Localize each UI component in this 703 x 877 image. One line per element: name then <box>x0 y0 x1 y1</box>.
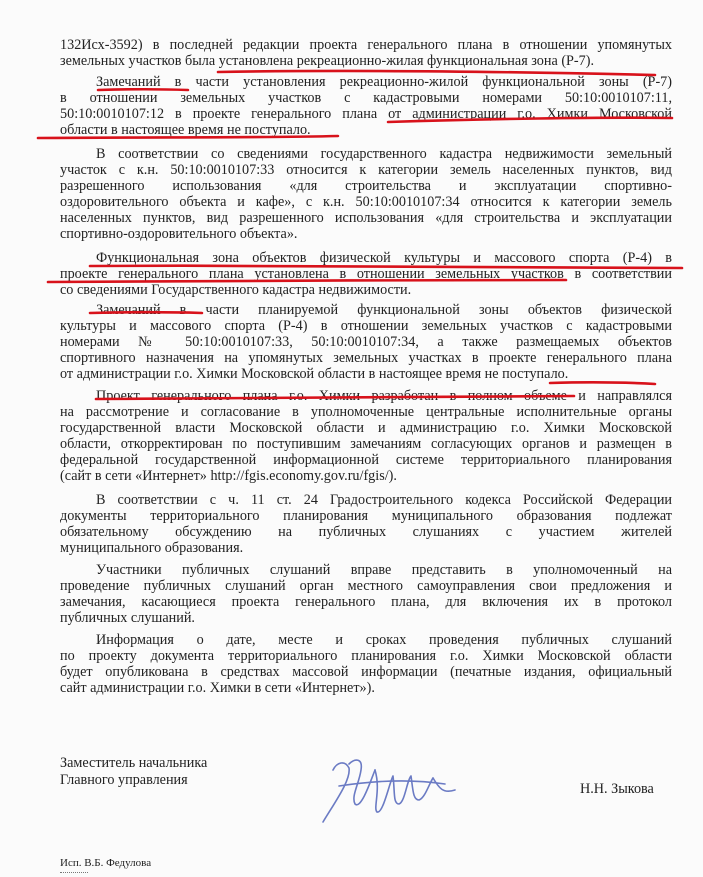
text-line: проведение публичных слушаний орган местного самоуправления свои предложения и <box>60 578 672 594</box>
text-line: культуры и массового спорта (Р-4) в отношении земельных участков с кадастровыми <box>60 318 672 334</box>
text-line: федеральной государственной информационной системе территориального планирования <box>60 452 672 468</box>
paragraph-7 <box>60 492 672 556</box>
text-line: населенных пунктов, вид разрешенного использования «для строительства и эксплуатации <box>60 210 672 226</box>
paragraph-1 <box>60 37 672 69</box>
text-line: В соответствии со сведениями государственного кадастра недвижимости земельный <box>96 146 672 162</box>
text-line: номерами № 50:10:0010107:33, 50:10:0010107:34, а также размещаемых объектов <box>60 334 672 350</box>
signatory-title-line: Заместитель начальника <box>60 755 208 771</box>
text-line: замечания, касающиеся проекта генерального плана, для включения их в протокол <box>60 594 672 610</box>
paragraph-4 <box>60 250 672 298</box>
text-line: государственной власти Московской области и администрацию г.о. Химки Московской <box>60 420 672 436</box>
text-line: Замечаний в части планируемой функциональной зоны объектов физической <box>96 302 672 318</box>
text-line: Замечаний в части установления рекреационно-жилой функциональной зоны (Р-7) <box>96 74 672 90</box>
paragraph-8 <box>60 562 672 626</box>
text-line: по проекту документа территориального планирования г.о. Химки Московской области <box>60 648 672 664</box>
text-line: области в настоящее время не поступало. <box>60 122 311 138</box>
text-line: земельных участков была установлена рекреационно-жилая функциональная зона (Р-7). <box>60 53 595 69</box>
text-line: разрешенного использования «для строительства и эксплуатации спортивно- <box>60 178 672 194</box>
text-line: со сведениями Государственного кадастра недвижимости. <box>60 282 412 298</box>
paragraph-6 <box>60 388 672 484</box>
text-line: Проект генерального плана г.о. Химки разработан в полном объеме и направлялся <box>96 388 672 404</box>
paragraph-3 <box>60 146 672 242</box>
text-line: от администрации г.о. Химки Московской области в настоящее время не поступало. <box>60 366 569 382</box>
text-line: в отношении земельных участков с кадастровыми номерами 50:10:0010107:11, <box>60 90 672 106</box>
paragraph-9 <box>60 632 672 696</box>
text-line: Функциональная зона объектов физической культуры и массового спорта (Р-4) в <box>96 250 672 266</box>
text-line: оздоровительного объекта и кафе», с к.н. 50:10:0010107:34 относится к категории земель <box>60 194 672 210</box>
text-line: спортивного назначения на упомянутых земельных участках в проекте генерального плана <box>60 350 672 366</box>
text-line: 132Исх-3592) в последней редакции проекта генерального плана в отношении упомянутых <box>60 37 672 53</box>
executor-note: Исп. В.Б. Федулова <box>60 857 152 869</box>
cut-off-line <box>60 872 88 875</box>
text-line: (сайт в сети «Интернет» http://fgis.economy.gov.ru/fgis/). <box>60 468 397 484</box>
paragraph-5 <box>60 302 672 382</box>
signatory-title <box>60 755 207 789</box>
text-line: 50:10:0010107:12 в проекте генерального плана от администрации г.о. Химки Московской <box>60 106 672 122</box>
signatory-title-line: Главного управления <box>60 772 188 788</box>
text-line: Информация о дате, месте и сроках проведения публичных слушаний <box>96 632 672 648</box>
text-line: проекте генерального плана установлена в отношении земельных участков в соответствии <box>60 266 672 282</box>
text-line: публичных слушаний. <box>60 610 195 626</box>
text-line: будет опубликована в средствах массовой информации (печатные издания, официальный <box>60 664 672 680</box>
text-line: сайт администрации г.о. Химки в сети «Интернет»). <box>60 680 375 696</box>
text-line: спортивно-оздоровительного объекта». <box>60 226 298 242</box>
text-line: документы территориального планирования муниципального образования подлежат <box>60 508 672 524</box>
text-line: Участники публичных слушаний вправе представить в уполномоченный на <box>96 562 672 578</box>
text-line: муниципального образования. <box>60 540 244 556</box>
text-line: В соответствии с ч. 11 ст. 24 Градостроительного кодекса Российской Федерации <box>96 492 672 508</box>
text-line: участок с к.н. 50:10:0010107:33 относится к категории земель населенных пунктов, вид <box>60 162 672 178</box>
text-line: на рассмотрение и согласование в уполномоченные центральные исполнительные органы <box>60 404 672 420</box>
text-line: области, откорректирован по поступившим замечаниям согласующих органов и размещен в <box>60 436 672 452</box>
signatory-name: Н.Н. Зыкова <box>580 781 654 797</box>
text-line: обязательному обсуждению на публичных слушаниях с участием жителей <box>60 524 672 540</box>
handwritten-signature <box>315 740 475 830</box>
paragraph-2 <box>60 74 672 138</box>
